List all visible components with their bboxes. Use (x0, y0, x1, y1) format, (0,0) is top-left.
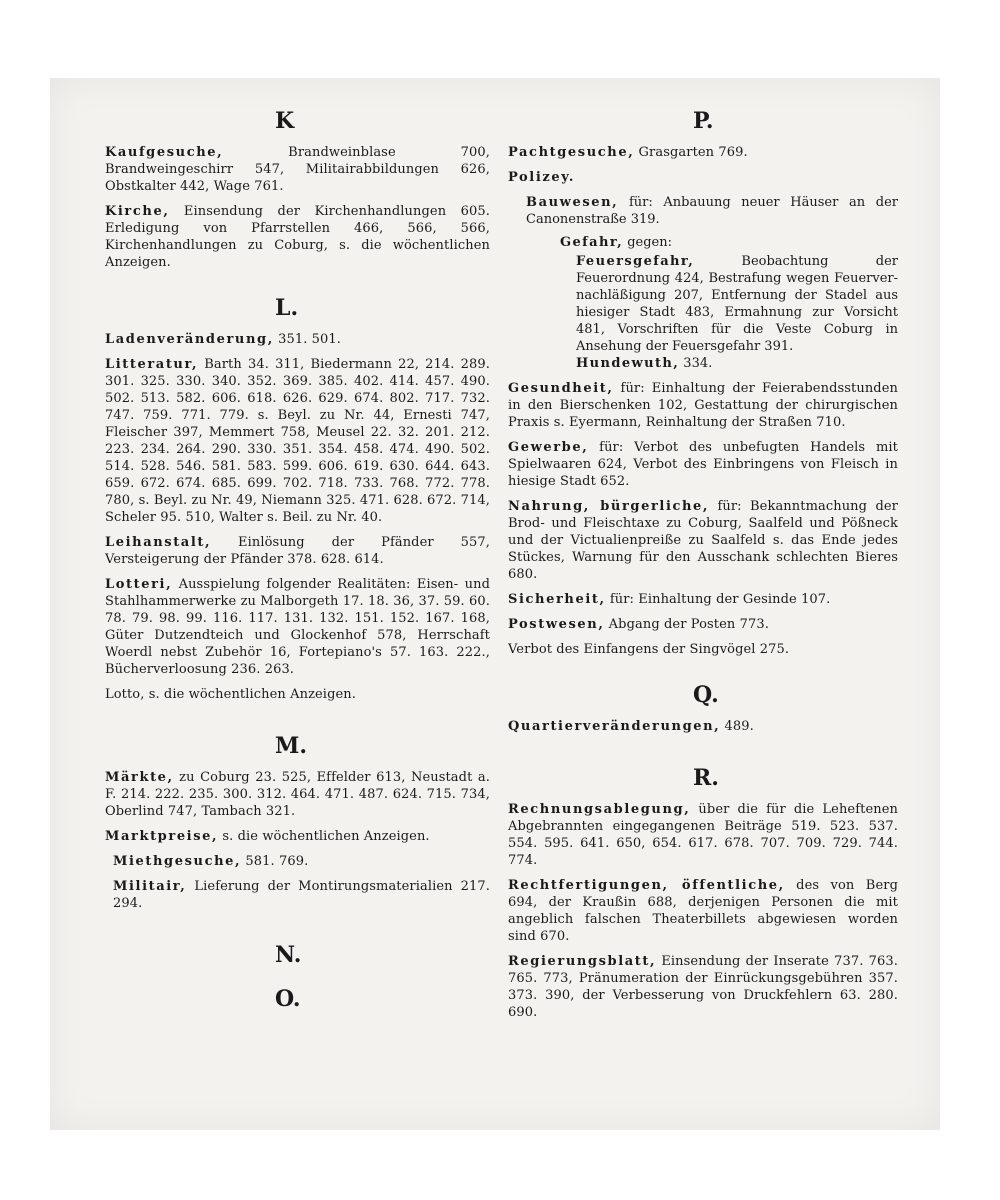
index-entry (105, 769, 490, 820)
index-entry (508, 801, 898, 869)
index-entry (113, 853, 490, 870)
entry-head: Nahrung, bürgerliche, (508, 499, 710, 514)
section-heading-q: Q. (693, 682, 719, 708)
entry-text: über die für die Leheftenen Abgebrannten eingegangenen Beiträge 519. 523. 537. 554. 595. 641. 650, 654. 617. 678. 707. 709. 729. 744. 774. (508, 802, 898, 868)
entry-text: Abgang der Posten 773. (604, 617, 769, 632)
entry-text: gegen: (623, 235, 672, 250)
left-column (105, 108, 490, 1022)
entry-head: Lotteri, (105, 577, 173, 592)
entry-text: Verbot des Einfangens der Singvögel 275. (508, 642, 790, 657)
section-heading-o: O. (275, 986, 301, 1012)
entry-text: Grasgarten 769. (634, 145, 748, 160)
entry-head: Ladenveränderung, (105, 332, 274, 347)
entry-head: Miethgesuche, (113, 854, 242, 869)
entry-text: für: Einhaltung der Feierabendsstunden in den Bierschenken 102, Gestattung der chirurgischen Praxis s. Eyermann, Reinhaltung der Straßen 710. (508, 381, 898, 430)
index-entry (508, 877, 898, 945)
entry-text: 581. 769. (241, 854, 309, 869)
entry-text: 489. (720, 719, 754, 734)
index-entry (508, 616, 898, 633)
entry-head: Leihanstalt, (105, 535, 212, 550)
entry-head: Litteratur, (105, 357, 199, 372)
index-entry (105, 356, 490, 526)
entry-text: Barth 34. 311, Biedermann 22, 214. 289. 301. 325. 330. 340. 352. 369. 385. 402. 414. 457. 490. 502. 513. 582. 606. 618. 626. 629. 674. 802. 717. 732. 747. 759. 771. 779. s. Beyl. zu Nr. 44, Ernesti 747, Fleischer 397, Memmert 758, Meusel 22. 32. 201. 212. 223. 234. 264. 290. 330. 351. 354. 458. 474. 490. 502. 514. 528. 546. 581. 583. 599. 606. 619. 630. 644. 643. 659. 672. 674. 685. 699. 702. 718. 733. 768. 772. 778. 780, s. Beyl. zu Nr. 49, Niemann 325. 471. 628. 672. 714, Scheler 95. 510, Walter s. Beil. zu Nr. 40. (105, 357, 490, 525)
entry-text: für: Einhaltung der Gesinde 107. (605, 592, 831, 607)
entry-head: Postwesen, (508, 617, 605, 632)
entry-text: 334. (679, 356, 713, 371)
index-subentry (526, 194, 898, 228)
entry-text: Einlösung der Pfänder 557, Versteigerung der Pfänder 378. 628. 614. (105, 535, 490, 567)
section-heading-k: K (275, 108, 295, 134)
index-entry (105, 203, 490, 271)
entry-text: für: Verbot des unbefugten Handels mit Spielwaaren 624, Verbot des Einbringens von Fleisch in hiesige Stadt 652. (508, 440, 898, 489)
index-entry (508, 439, 898, 490)
entry-head: Hundewuth, (576, 356, 680, 371)
entry-head: Märkte, (105, 770, 174, 785)
entry-head: Bauwesen, (526, 195, 619, 210)
entry-text: Einsendung der Inserate 737. 763. 765. 773, Pränumeration der Einrückungsgebühren 357. 373. 390, der Verbesserung von Druckfehlern 63. 280. 690. (508, 954, 898, 1020)
index-subentry (576, 253, 898, 372)
entry-head: Rechtfertigungen, öffentliche, (508, 878, 785, 893)
entry-text: Ausspielung folgender Realitäten: Eisen- und Stahlhammerwerke zu Malborgeth 17. 18. 36, 37. 59. 60. 78. 79. 98. 99. 116. 117. 131. 132. 151. 152. 167. 168, Güter Dutzendteich und Glockenhof 578, Herrschaft Woerdl nebst Zubehör 16, Fortepiano's 57. 163. 222., Bücherverloosung 236. 263. (105, 577, 490, 677)
entry-text: Brandweinblase 700, Brandweingeschirr 547, Militairabbildungen 626, Obstkalter 442, Wage 761. (105, 145, 490, 194)
section-heading-m: M. (275, 733, 308, 759)
index-entry (508, 498, 898, 583)
entry-head: Gesundheit, (508, 381, 614, 396)
entry-text: Lotto, s. die wöchentlichen Anzeigen. (105, 687, 356, 702)
index-entry (105, 144, 490, 195)
index-entry (508, 641, 898, 658)
entry-text: s. die wöchentlichen Anzeigen. (218, 829, 430, 844)
index-entry (105, 534, 490, 568)
scanned-page (50, 78, 940, 1130)
index-entry (113, 878, 490, 912)
section-heading-l: L. (275, 295, 299, 321)
entry-text: Einsendung der Kirchenhandlungen 605. Erledigung von Pfarrstellen 466, 566, 566, Kirchenhandlungen zu Coburg, s. die wöchentlichen Anzeigen. (105, 204, 490, 270)
entry-text: des von Berg 694, der Kraußin 688, derjenigen Personen die mit angeblich falschen Theaterbillets abgewiesen worden sind 670. (508, 878, 898, 944)
entry-head: Militair, (113, 879, 187, 894)
entry-text: Lieferung der Montirungsmaterialien 217. 294. (113, 879, 490, 911)
index-entry (508, 953, 898, 1021)
entry-head: Kaufgesuche, (105, 145, 224, 160)
entry-head: Sicherheit, (508, 592, 606, 607)
index-entry (105, 828, 490, 845)
entry-text: für: Bekanntmachung der Brod- und Fleischtaxe zu Coburg, Saalfeld und Pößneck und der Victualienpreiße zu Saalfeld s. das Ende jedes Stückes, Warnung für den Ausschank schlechten Bieres 680. (508, 499, 898, 582)
entry-text: zu Coburg 23. 525, Effelder 613, Neustadt a. F. 214. 222. 235. 300. 312. 464. 471. 487. 624. 715. 734, Oberlind 747, Tambach 321. (105, 770, 490, 819)
section-heading-p: P. (693, 108, 714, 134)
index-entry (508, 718, 898, 735)
entry-text: 351. 501. (273, 332, 342, 347)
index-subentry (560, 234, 898, 251)
index-entry (508, 380, 898, 431)
subsection-heading-polizey: Polizey. (508, 170, 576, 185)
entry-head: Marktpreise, (105, 829, 219, 844)
index-entry (105, 331, 490, 348)
entry-head: Gewerbe, (508, 440, 589, 455)
index-entry (105, 576, 490, 678)
entry-text: Beobachtung der Feuerordnung 424, Bestrafung wegen Feuerver-nachläßigung 207, Entfernung der Stadel aus hiesiger Stadt 483, Ermahnung zur Vorsicht 481, Vorschriften für die Veste Coburg in Ansehung der Feuersgefahr 391. (576, 254, 898, 354)
entry-head: Gefahr, (560, 235, 624, 250)
entry-head: Regierungsblatt, (508, 954, 657, 969)
entry-head: Pachtgesuche, (508, 145, 635, 160)
right-column (508, 108, 898, 1029)
entry-head: Quartierveränderungen, (508, 719, 721, 734)
section-heading-r: R. (693, 765, 719, 791)
entry-text: für: Anbauung neuer Häuser an der Canonenstraße 319. (526, 195, 898, 227)
entry-head: Feuersgefahr, (576, 254, 695, 269)
entry-head: Kirche, (105, 204, 170, 219)
section-heading-n: N. (275, 942, 302, 968)
index-entry (508, 591, 898, 608)
index-entry (105, 686, 490, 703)
index-entry (508, 144, 898, 161)
entry-head: Rechnungsablegung, (508, 802, 691, 817)
